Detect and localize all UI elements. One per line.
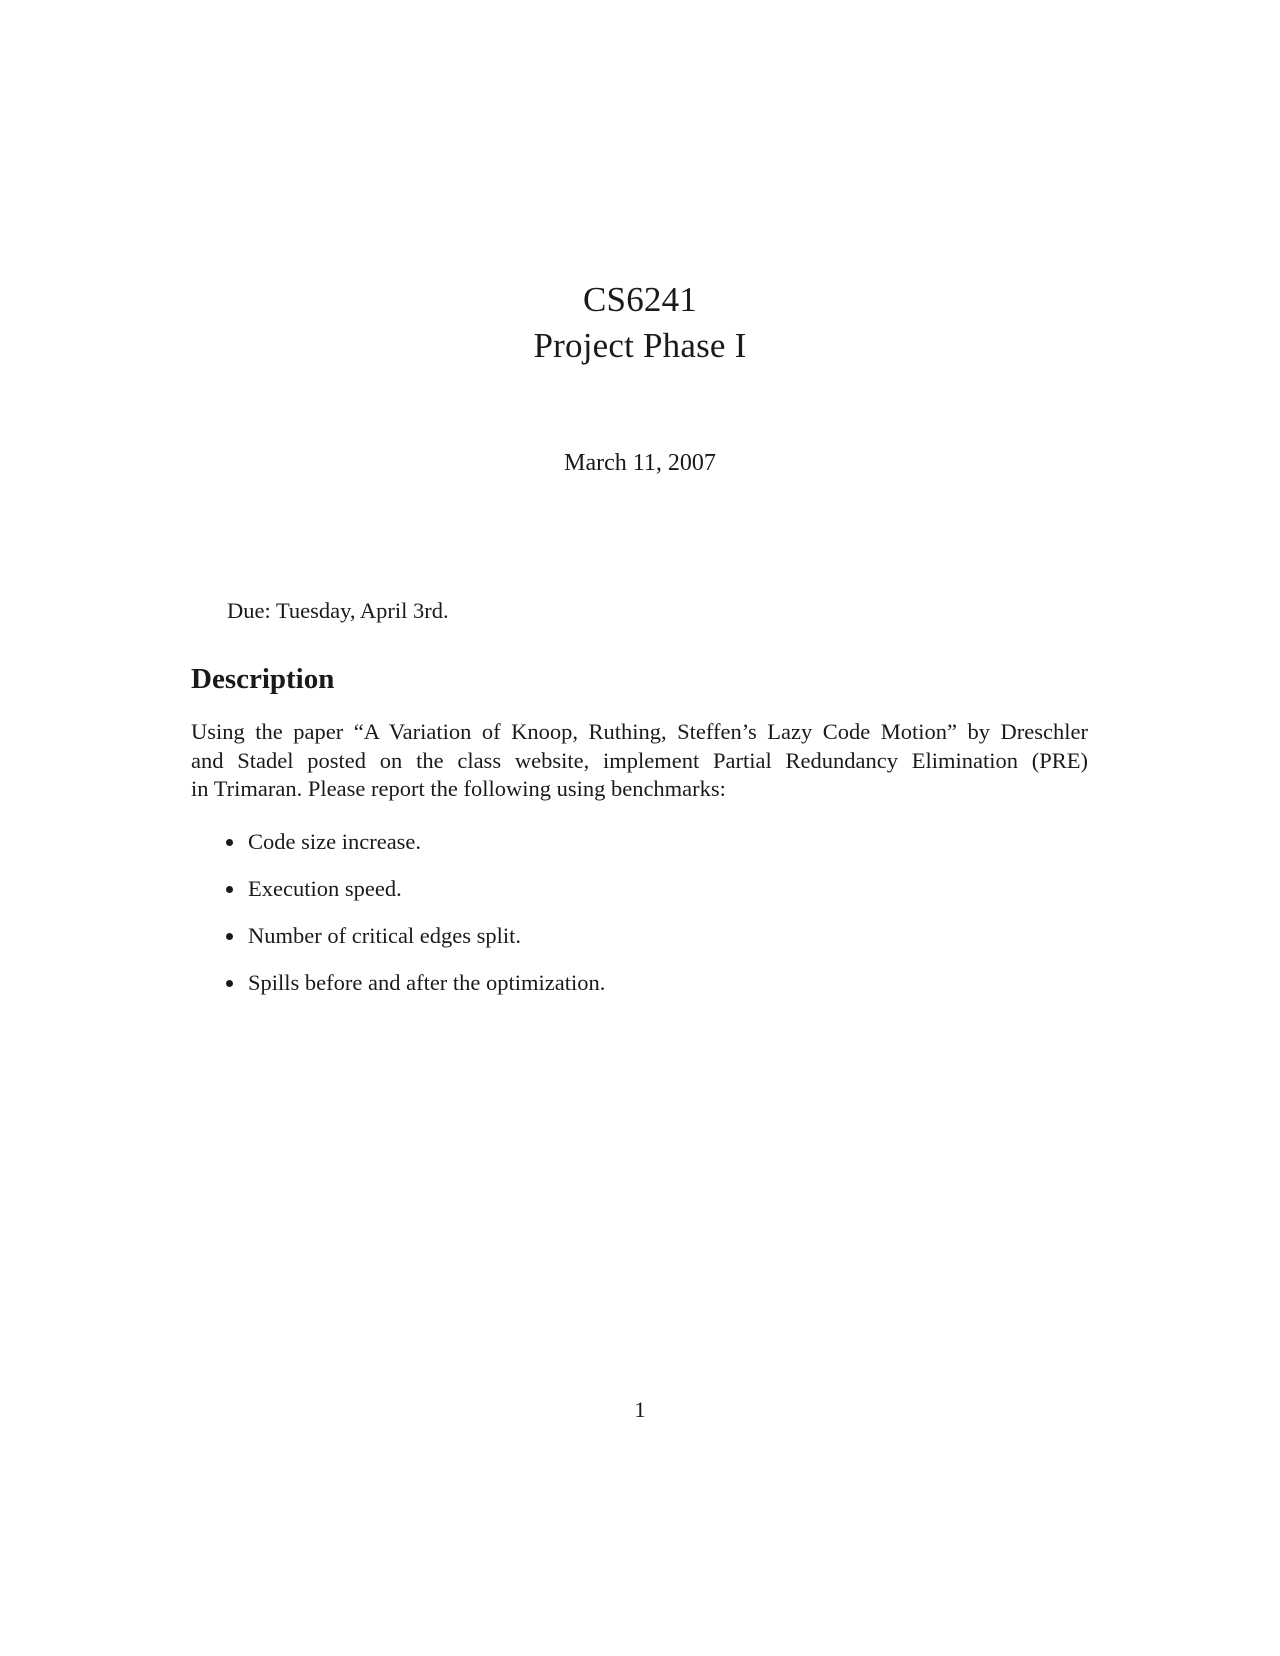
paragraph-line: in Trimaran. Please report the following using benchmarks: [191,776,726,801]
list-item-text: Code size increase. [248,829,422,854]
list-item [226,828,605,875]
list-item-text: Spills before and after the optimization. [248,970,606,995]
project-title: Project Phase I [533,326,747,365]
due-date: Due: Tuesday, April 3rd. [227,598,449,623]
document-date: March 11, 2007 [564,450,716,476]
description-paragraph [191,718,1088,804]
course-title: CS6241 [582,280,697,319]
report-items-list [226,828,605,1016]
list-item [226,875,605,922]
bullet-icon [226,980,233,987]
bullet-icon [226,839,233,846]
page-number: 1 [634,1397,646,1422]
list-item [226,969,605,1016]
list-item-text: Number of critical edges split. [248,923,522,948]
list-item-text: Execution speed. [248,876,402,901]
paragraph-line: Using the paper “A Variation of Knoop, Ruthing, Steffen’s Lazy Code Motion” by Dreschler [191,719,1088,744]
list-item [226,922,605,969]
bullet-icon [226,886,233,893]
section-heading-description: Description [191,663,335,695]
paragraph-line: and Stadel posted on the class website, implement Partial Redundancy Elimination (PRE) [191,747,1088,773]
bullet-icon [226,933,233,940]
